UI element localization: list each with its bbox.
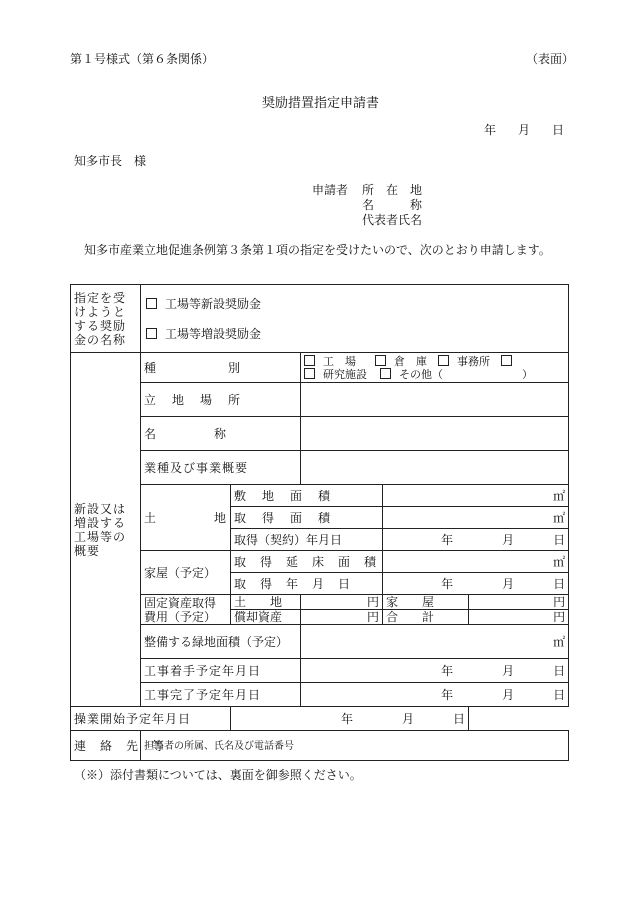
checkbox-lab[interactable] [304,368,315,379]
land-acq-area-field[interactable]: ㎡ [383,507,569,529]
applicant-name-label: 名 称 [362,198,423,212]
incentive-name-label: 指定を受けようとする奨励金の名称 [71,285,141,353]
applicant-address-label: 所 在 地 [362,183,423,197]
incentive-option-new[interactable]: 工場等新設奨励金 [144,289,565,319]
checkbox-office-extra[interactable] [501,355,512,366]
land-acq-area-label: 取 得 面 積 [231,507,383,529]
incentive-option-expand[interactable]: 工場等増設奨励金 [144,319,565,349]
checkbox-warehouse[interactable] [375,355,386,366]
application-table [70,284,569,761]
addressee: 知多市長 様 [74,154,147,168]
land-site-area-field[interactable]: ㎡ [383,485,569,507]
operation-date-field[interactable]: 年 月 日 [231,707,469,731]
checkbox-office[interactable] [438,355,449,366]
cost-depr-label: 償却資産 [231,610,301,625]
cost-total-field[interactable]: 円 [469,610,569,625]
document-title: 奨励措置指定申請書 [262,96,380,111]
contact-field[interactable] [141,731,569,761]
applicant-label: 申請者 [312,183,349,197]
cost-land-field[interactable]: 円 [301,595,383,610]
green-area-label: 整備する緑地面積（予定） [141,625,301,659]
type-label: 種 別 [141,353,301,383]
checkbox-new[interactable] [146,298,157,309]
date-year: 年 [484,123,497,137]
name-field[interactable] [301,417,569,451]
checkbox-expand[interactable] [146,328,157,339]
house-floor-area-field[interactable]: ㎡ [383,551,569,573]
type-options: 工 場 倉 庫 事務所 研究施設 その他（ ） [301,353,569,383]
applicant-rep-label: 代表者氏名 [362,213,423,227]
date-day: 日 [551,123,564,137]
checkbox-factory[interactable] [304,355,315,366]
green-area-field[interactable]: ㎡ [301,625,569,659]
name-label: 名 称 [141,417,301,451]
land-label: 土 地 [141,485,231,551]
location-label: 立 地 場 所 [141,383,301,417]
date-month: 月 [517,123,530,137]
land-acq-date-field[interactable]: 年 月 日 [383,529,569,551]
land-acq-date-label: 取得（契約）年月日 [231,529,383,551]
cost-house-field[interactable]: 円 [469,595,569,610]
form-side: （表面） [526,52,575,66]
business-label: 業種及び事業概要 [141,451,301,485]
operation-date-label: 操業開始予定年月日 [71,707,231,731]
cost-land-label: 土 地 [231,595,301,610]
house-acq-date-label: 取 得 年 月 日 [231,573,383,595]
cost-house-label: 家 屋 [383,595,469,610]
overview-label: 新設又は増設する工場等の概要 [71,353,141,707]
house-label: 家屋（予定） [141,551,231,595]
cost-depr-field[interactable]: 円 [301,610,383,625]
footnote: （※）添付書類については、裏面を御参照ください。 [74,768,362,782]
start-date-label: 工事着手予定年月日 [141,659,301,683]
complete-date-field[interactable]: 年 月 日 [301,683,569,707]
checkbox-other[interactable] [380,368,391,379]
business-field[interactable] [301,451,569,485]
contact-note: 担当者の所属、氏名及び電話番号 [144,740,294,752]
intro-text: 知多市産業立地促進条例第３条第１項の指定を受けたいので、次のとおり申請します。 [84,243,551,257]
form-number: 第１号様式（第６条関係） [70,52,215,66]
incentive-options [141,285,569,353]
house-floor-area-label: 取 得 延 床 面 積 [231,551,383,573]
house-acq-date-field[interactable]: 年 月 日 [383,573,569,595]
application-date [484,121,564,138]
complete-date-label: 工事完了予定年月日 [141,683,301,707]
contact-label: 連 絡 先 等 [71,731,141,761]
cost-total-label: 合 計 [383,610,469,625]
cost-label: 固定資産取得費用（予定） [141,595,231,625]
start-date-field[interactable]: 年 月 日 [301,659,569,683]
land-site-area-label: 敷 地 面 積 [231,485,383,507]
location-field[interactable] [301,383,569,417]
